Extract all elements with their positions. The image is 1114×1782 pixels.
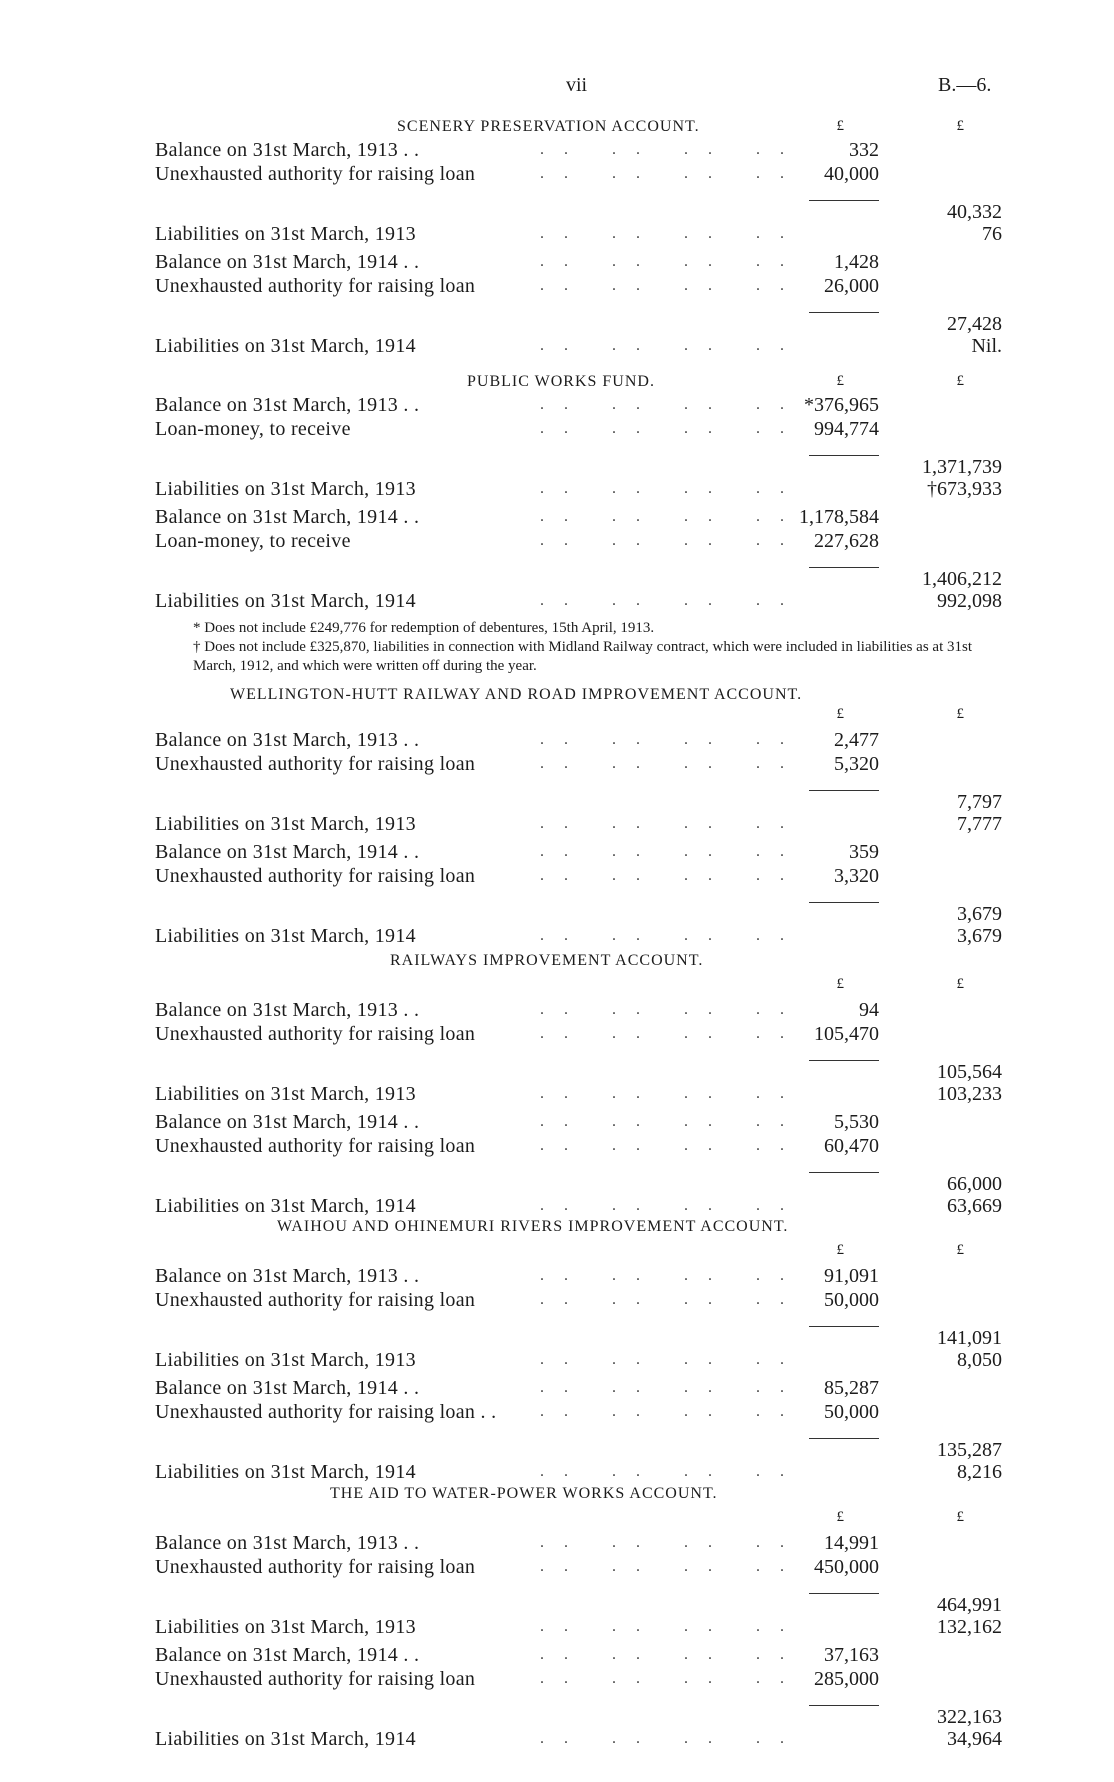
currency-header-col2: £ xyxy=(956,1242,964,1258)
footnotes xyxy=(155,619,1010,676)
dot-leaders: .. .. .. .. xyxy=(540,1379,804,1396)
amount-value: 8,216 xyxy=(957,1461,1002,1483)
ledger-row xyxy=(0,529,1114,553)
total-rule xyxy=(809,902,879,903)
ledger-row xyxy=(0,1615,1114,1639)
ledger-row xyxy=(0,589,1114,613)
row-label: Liabilities on 31st March, 1914 xyxy=(155,590,416,612)
currency-header-col1: £ xyxy=(836,373,844,389)
ledger-row xyxy=(0,1643,1114,1667)
ledger-row xyxy=(0,998,1114,1022)
dot-leaders: .. .. .. .. xyxy=(540,1001,804,1018)
row-label: Liabilities on 31st March, 1914 xyxy=(155,925,416,947)
row-label: Unexhausted authority for raising loan xyxy=(155,1556,476,1578)
dot-leaders: .. .. .. .. xyxy=(540,253,804,270)
row-label: Balance on 31st March, 1913 . . xyxy=(155,1532,420,1554)
amount-value: 7,797 xyxy=(957,791,1002,813)
amount-value: 141,091 xyxy=(937,1327,1002,1349)
page-number: vii xyxy=(566,74,588,96)
dot-leaders: .. .. .. .. xyxy=(540,420,804,437)
row-label: Loan-money, to receive xyxy=(155,418,351,440)
amount-value: 14,991 xyxy=(824,1532,879,1554)
amount-value: 132,162 xyxy=(937,1616,1002,1638)
amount-value: 332 xyxy=(849,139,879,161)
amount-value: 91,091 xyxy=(824,1265,879,1287)
currency-header-col1: £ xyxy=(836,1242,844,1258)
amount-value: 450,000 xyxy=(814,1556,879,1578)
amount-value: 2,477 xyxy=(834,729,879,751)
amount-value: 5,320 xyxy=(834,753,879,775)
amount-value: 50,000 xyxy=(824,1289,879,1311)
currency-header-col2: £ xyxy=(956,1509,964,1525)
dot-leaders: .. .. .. .. xyxy=(540,927,804,944)
ledger-row xyxy=(0,840,1114,864)
total-rule xyxy=(809,1593,879,1594)
amount-value: 992,098 xyxy=(937,590,1002,612)
amount-value: 40,000 xyxy=(824,163,879,185)
ledger-row xyxy=(0,417,1114,441)
amount-value: 60,470 xyxy=(824,1135,879,1157)
ledger-row xyxy=(0,1438,1114,1462)
amount-value: 37,163 xyxy=(824,1644,879,1666)
ledger-row xyxy=(0,1326,1114,1350)
dot-leaders: .. .. .. .. xyxy=(540,1085,804,1102)
amount-value: 1,178,584 xyxy=(799,506,879,528)
amount-value: †673,933 xyxy=(927,478,1002,500)
total-rule xyxy=(809,200,879,201)
amount-value: 105,470 xyxy=(814,1023,879,1045)
ledger-row xyxy=(0,1727,1114,1751)
row-label: Balance on 31st March, 1913 . . xyxy=(155,999,420,1021)
row-label: Liabilities on 31st March, 1914 xyxy=(155,1728,416,1750)
dot-leaders: .. .. .. .. xyxy=(540,1646,804,1663)
amount-value: 464,991 xyxy=(937,1594,1002,1616)
dot-leaders: .. .. .. .. xyxy=(540,141,804,158)
ledger-row xyxy=(0,200,1114,224)
row-label: Balance on 31st March, 1913 . . xyxy=(155,139,420,161)
ledger-row xyxy=(0,1376,1114,1400)
amount-value: 50,000 xyxy=(824,1401,879,1423)
dot-leaders: .. .. .. .. xyxy=(540,1618,804,1635)
ledger-row xyxy=(0,334,1114,358)
amount-value: 1,371,739 xyxy=(922,456,1002,478)
row-label: Liabilities on 31st March, 1914 xyxy=(155,335,416,357)
ledger-row xyxy=(0,274,1114,298)
amount-value: 105,564 xyxy=(937,1061,1002,1083)
amount-value: 3,679 xyxy=(957,925,1002,947)
total-rule xyxy=(809,1060,879,1061)
currency-header-col1: £ xyxy=(836,1509,844,1525)
dot-leaders: .. .. .. .. xyxy=(540,532,804,549)
amount-value: 40,332 xyxy=(947,201,1002,223)
section-title: THE AID TO WATER-POWER WORKS ACCOUNT. xyxy=(330,1485,718,1502)
ledger-row xyxy=(0,455,1114,479)
ledger-row xyxy=(0,505,1114,529)
total-rule xyxy=(809,1326,879,1327)
currency-header-col2: £ xyxy=(956,976,964,992)
ledger-row xyxy=(0,1348,1114,1372)
amount-value: 94 xyxy=(859,999,879,1021)
row-label: Unexhausted authority for raising loan xyxy=(155,163,476,185)
dot-leaders: .. .. .. .. xyxy=(540,867,804,884)
amount-value: Nil. xyxy=(971,335,1002,357)
amount-value: 994,774 xyxy=(814,418,879,440)
ledger-row xyxy=(0,250,1114,274)
amount-value: 285,000 xyxy=(814,1668,879,1690)
ledger-row xyxy=(0,1400,1114,1424)
section-title: RAILWAYS IMPROVEMENT ACCOUNT. xyxy=(390,952,704,969)
dot-leaders: .. .. .. .. xyxy=(540,1558,804,1575)
ledger-row xyxy=(0,393,1114,417)
currency-header-col2: £ xyxy=(956,373,964,389)
ledger-row xyxy=(0,1022,1114,1046)
amount-value: 3,320 xyxy=(834,865,879,887)
dot-leaders: .. .. .. .. xyxy=(540,1113,804,1130)
row-label: Balance on 31st March, 1913 . . xyxy=(155,1265,420,1287)
dot-leaders: .. .. .. .. xyxy=(540,1267,804,1284)
row-label: Liabilities on 31st March, 1914 xyxy=(155,1461,416,1483)
ledger-row xyxy=(0,162,1114,186)
amount-value: 63,669 xyxy=(947,1195,1002,1217)
row-label: Unexhausted authority for raising loan xyxy=(155,1023,476,1045)
ledger-row xyxy=(0,1060,1114,1084)
dot-leaders: .. .. .. .. xyxy=(540,277,804,294)
amount-value: 3,679 xyxy=(957,903,1002,925)
row-label: Balance on 31st March, 1914 . . xyxy=(155,251,420,273)
section-title: SCENERY PRESERVATION ACCOUNT. xyxy=(397,118,700,135)
ledger-row xyxy=(0,1082,1114,1106)
dot-leaders: .. .. .. .. xyxy=(540,1197,804,1214)
ledger-row xyxy=(0,812,1114,836)
row-label: Liabilities on 31st March, 1913 xyxy=(155,1616,416,1638)
amount-value: 76 xyxy=(982,223,1002,245)
dot-leaders: .. .. .. .. xyxy=(540,165,804,182)
total-rule xyxy=(809,1172,879,1173)
currency-header-col1: £ xyxy=(836,118,844,134)
amount-value: 5,530 xyxy=(834,1111,879,1133)
amount-value: 8,050 xyxy=(957,1349,1002,1371)
row-label: Liabilities on 31st March, 1913 xyxy=(155,813,416,835)
dot-leaders: .. .. .. .. xyxy=(540,755,804,772)
amount-value: 85,287 xyxy=(824,1377,879,1399)
total-rule xyxy=(809,567,879,568)
dot-leaders: .. .. .. .. xyxy=(540,337,804,354)
ledger-row xyxy=(0,1134,1114,1158)
ledger-row xyxy=(0,1264,1114,1288)
row-label: Liabilities on 31st March, 1913 xyxy=(155,1349,416,1371)
amount-value: 103,233 xyxy=(937,1083,1002,1105)
row-label: Unexhausted authority for raising loan xyxy=(155,275,476,297)
ledger-row xyxy=(0,1705,1114,1729)
dot-leaders: .. .. .. .. xyxy=(540,508,804,525)
amount-value: 1,428 xyxy=(834,251,879,273)
ledger-row xyxy=(0,1555,1114,1579)
amount-value: 66,000 xyxy=(947,1173,1002,1195)
ledger-row xyxy=(0,1194,1114,1218)
ledger-row xyxy=(0,1460,1114,1484)
dot-leaders: .. .. .. .. xyxy=(540,1534,804,1551)
total-rule xyxy=(809,1438,879,1439)
row-label: Liabilities on 31st March, 1913 xyxy=(155,478,416,500)
row-label: Unexhausted authority for raising loan xyxy=(155,1289,476,1311)
amount-value: 359 xyxy=(849,841,879,863)
total-rule xyxy=(809,1705,879,1706)
row-label: Balance on 31st March, 1913 . . xyxy=(155,729,420,751)
row-label: Balance on 31st March, 1914 . . xyxy=(155,841,420,863)
row-label: Unexhausted authority for raising loan xyxy=(155,865,476,887)
ledger-row xyxy=(0,312,1114,336)
ledger-row xyxy=(0,1172,1114,1196)
row-label: Unexhausted authority for raising loan xyxy=(155,753,476,775)
row-label: Unexhausted authority for raising loan xyxy=(155,1668,476,1690)
dot-leaders: .. .. .. .. xyxy=(540,396,804,413)
row-label: Balance on 31st March, 1914 . . xyxy=(155,1377,420,1399)
ledger-row xyxy=(0,1593,1114,1617)
row-label: Liabilities on 31st March, 1914 xyxy=(155,1195,416,1217)
currency-header-col2: £ xyxy=(956,118,964,134)
dot-leaders: .. .. .. .. xyxy=(540,592,804,609)
section-title: WELLINGTON-HUTT RAILWAY AND ROAD IMPROVEMENT ACCOUNT. xyxy=(230,686,803,703)
total-rule xyxy=(809,790,879,791)
row-label: Unexhausted authority for raising loan . . xyxy=(155,1401,497,1423)
total-rule xyxy=(809,455,879,456)
row-label: Unexhausted authority for raising loan xyxy=(155,1135,476,1157)
ledger-row xyxy=(0,1288,1114,1312)
dot-leaders: .. .. .. .. xyxy=(540,1137,804,1154)
currency-header-col2: £ xyxy=(956,706,964,722)
section-title: WAIHOU AND OHINEMURI RIVERS IMPROVEMENT ACCOUNT. xyxy=(277,1218,789,1235)
amount-value: 26,000 xyxy=(824,275,879,297)
ledger-row xyxy=(0,924,1114,948)
dot-leaders: .. .. .. .. xyxy=(540,731,804,748)
document-reference: B.—6. xyxy=(938,74,992,96)
dot-leaders: .. .. .. .. xyxy=(540,1463,804,1480)
amount-value: 7,777 xyxy=(957,813,1002,835)
ledger-row xyxy=(0,138,1114,162)
row-label: Loan-money, to receive xyxy=(155,530,351,552)
footnote: † Does not include £325,870, liabilities in connection with Midland Railway contract, which were included in liabilities as at 31st March, 1912, and which were written off during the year. xyxy=(193,639,973,674)
ledger-row xyxy=(0,477,1114,501)
ledger-row xyxy=(0,902,1114,926)
ledger-row xyxy=(0,864,1114,888)
amount-value: 27,428 xyxy=(947,313,1002,335)
row-label: Liabilities on 31st March, 1913 xyxy=(155,223,416,245)
dot-leaders: .. .. .. .. xyxy=(540,225,804,242)
section-title: PUBLIC WORKS FUND. xyxy=(467,373,655,390)
dot-leaders: .. .. .. .. xyxy=(540,1670,804,1687)
row-label: Balance on 31st March, 1914 . . xyxy=(155,1644,420,1666)
ledger-row xyxy=(0,728,1114,752)
dot-leaders: .. .. .. .. xyxy=(540,1403,804,1420)
row-label: Balance on 31st March, 1914 . . xyxy=(155,1111,420,1133)
ledger-row xyxy=(0,1531,1114,1555)
ledger-row xyxy=(0,567,1114,591)
total-rule xyxy=(809,312,879,313)
amount-value: 227,628 xyxy=(814,530,879,552)
dot-leaders: .. .. .. .. xyxy=(540,1730,804,1747)
row-label: Balance on 31st March, 1914 . . xyxy=(155,506,420,528)
footnote: * Does not include £249,776 for redemption of debentures, 15th April, 1913. xyxy=(193,620,655,636)
currency-header-col1: £ xyxy=(836,976,844,992)
amount-value: 322,163 xyxy=(937,1706,1002,1728)
currency-header-col1: £ xyxy=(836,706,844,722)
ledger-row xyxy=(0,1110,1114,1134)
amount-value: 1,406,212 xyxy=(922,568,1002,590)
dot-leaders: .. .. .. .. xyxy=(540,843,804,860)
ledger-row xyxy=(0,752,1114,776)
ledger-row xyxy=(0,222,1114,246)
ledger-row xyxy=(0,790,1114,814)
dot-leaders: .. .. .. .. xyxy=(540,1291,804,1308)
dot-leaders: .. .. .. .. xyxy=(540,1025,804,1042)
dot-leaders: .. .. .. .. xyxy=(540,480,804,497)
amount-value: 135,287 xyxy=(937,1439,1002,1461)
amount-value: *376,965 xyxy=(804,394,879,416)
dot-leaders: .. .. .. .. xyxy=(540,1351,804,1368)
amount-value: 34,964 xyxy=(947,1728,1002,1750)
ledger-row xyxy=(0,1667,1114,1691)
row-label: Balance on 31st March, 1913 . . xyxy=(155,394,420,416)
dot-leaders: .. .. .. .. xyxy=(540,815,804,832)
row-label: Liabilities on 31st March, 1913 xyxy=(155,1083,416,1105)
